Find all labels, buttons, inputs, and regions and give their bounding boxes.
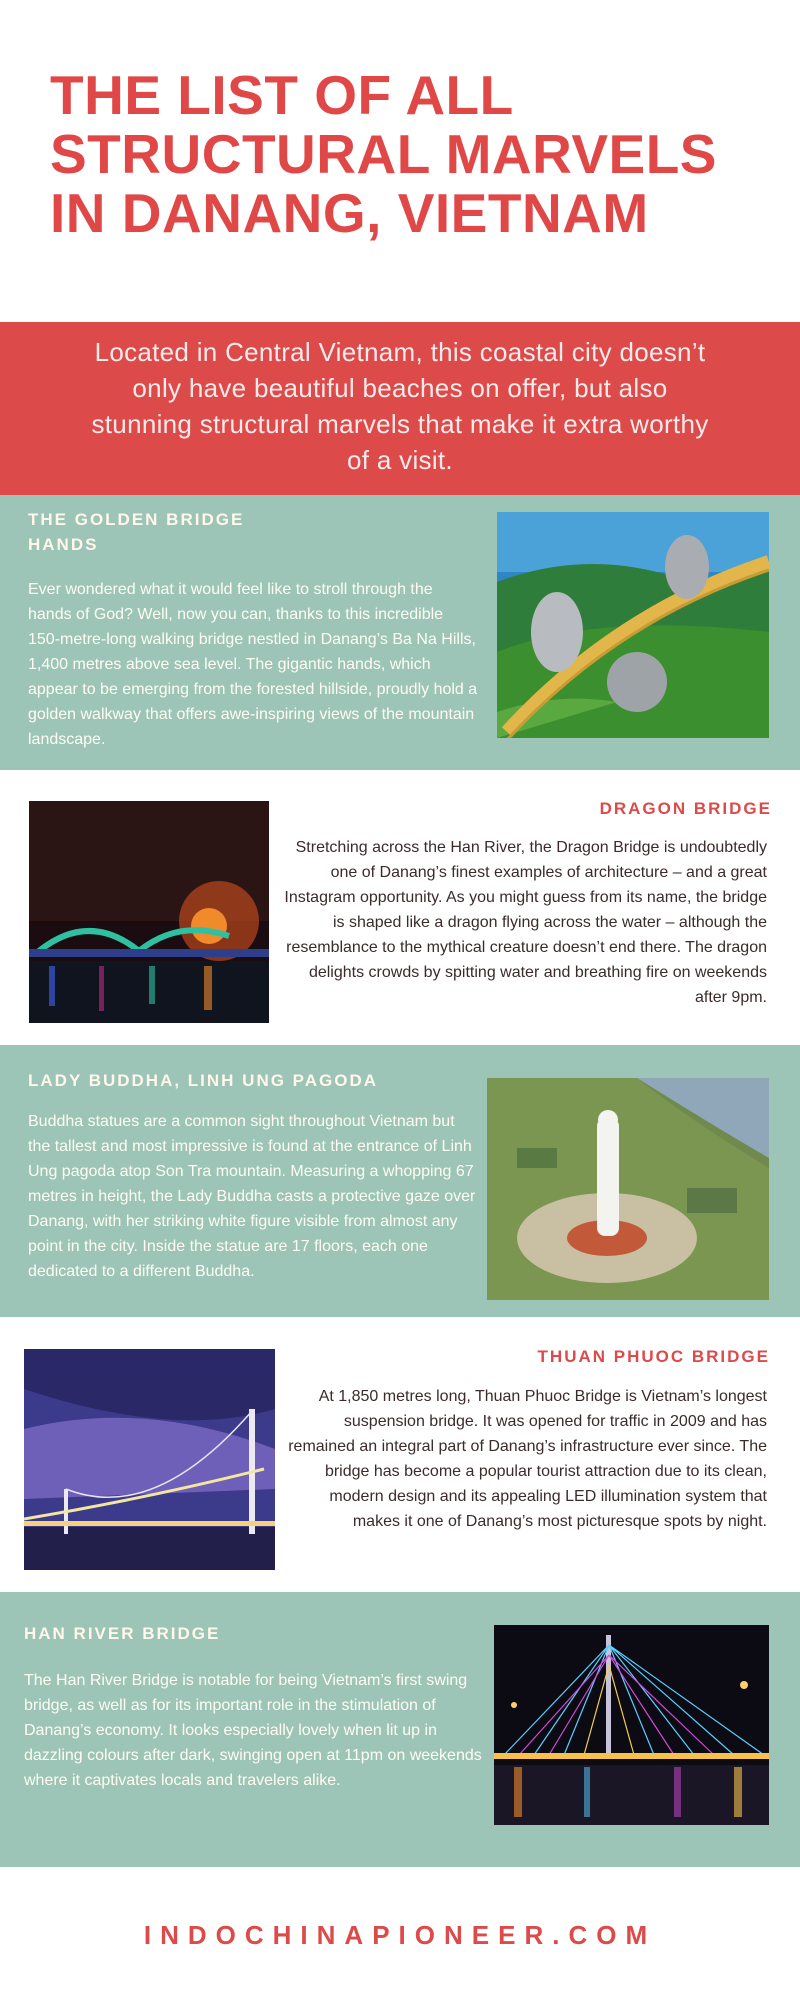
section-title: HAN RIVER BRIDGE xyxy=(24,1624,221,1643)
section-title: THUAN PHUOC BRIDGE xyxy=(537,1347,770,1366)
section-thuan-phuoc-bridge xyxy=(0,1317,800,1592)
lady-buddha-photo xyxy=(487,1078,769,1300)
section-title: THE GOLDEN BRIDGE HANDS xyxy=(28,510,245,554)
han-river-bridge-photo xyxy=(494,1625,769,1825)
section-text: Stretching across the Han River, the Dragon Bridge is undoubtedly one of Danang’s finest examples of architecture – and a great Instagram opportunity. As you might guess from its name, the bridge is shaped like a dragon flying across the water – although the resemblance to the mythical creature doesn’t end there. The dragon delights crowds by spitting water and breathing fire on weekends after 9pm. xyxy=(284,839,767,1006)
thuan-phuoc-bridge-photo xyxy=(24,1349,275,1570)
footer-site-name: INDOCHINAPIONEER.COM xyxy=(143,1920,657,1950)
section-title: DRAGON BRIDGE xyxy=(599,799,772,818)
section-dragon-bridge xyxy=(0,770,800,1045)
section-golden-bridge xyxy=(0,495,800,770)
section-lady-buddha xyxy=(0,1045,800,1317)
section-text: Buddha statues are a common sight throughout Vietnam but the tallest and most impressive is found at the entrance of Linh Ung pagoda atop Son Tra mountain. Measuring a whopping 67 metres in height, the Lady Buddha casts a protective gaze over Danang, with her striking white figure visible from almost any point in the city. Inside the statue are 17 floors, each one dedicated to a different Buddha. xyxy=(28,1113,476,1280)
section-text: The Han River Bridge is notable for being Vietnam’s first swing bridge, as well as for its important role in the stimulation of Danang’s economy. It looks especially lovely when lit up in dazzling colours after dark, swinging open at 11pm on weekends where it captivates locals and travelers alike. xyxy=(24,1672,482,1789)
golden-bridge-photo xyxy=(497,512,769,738)
intro-banner: Located in Central Vietnam, this coastal city doesn’t only have beautiful beaches on offer, but also stunning structural marvels that make it extra worthy of a visit. xyxy=(0,322,800,495)
section-text: At 1,850 metres long, Thuan Phuoc Bridge is Vietnam’s longest suspension bridge. It was opened for traffic in 2009 and has remained an integral part of Danang’s infrastructure ever since. The bridge has become a popular tourist attraction due to its clean, modern design and its appealing LED illumination system that makes it one of Danang’s most picturesque spots by night. xyxy=(288,1388,767,1530)
dragon-bridge-photo xyxy=(29,801,269,1023)
section-han-river-bridge xyxy=(0,1592,800,1867)
page-title: THE LIST OF ALL STRUCTURAL MARVELS IN DANANG, VIETNAM xyxy=(50,64,717,244)
section-text: Ever wondered what it would feel like to stroll through the hands of God? Well, now you can, thanks to this incredible 150-metre-long walking bridge nestled in Danang’s Ba Na Hills, 1,400 metres above sea level. The gigantic hands, which appear to be emerging from the forested hillside, proudly hold a golden walkway that offers awe-inspiring views of the mountain landscape. xyxy=(28,581,478,748)
section-title: LADY BUDDHA, LINH UNG PAGODA xyxy=(28,1071,379,1090)
